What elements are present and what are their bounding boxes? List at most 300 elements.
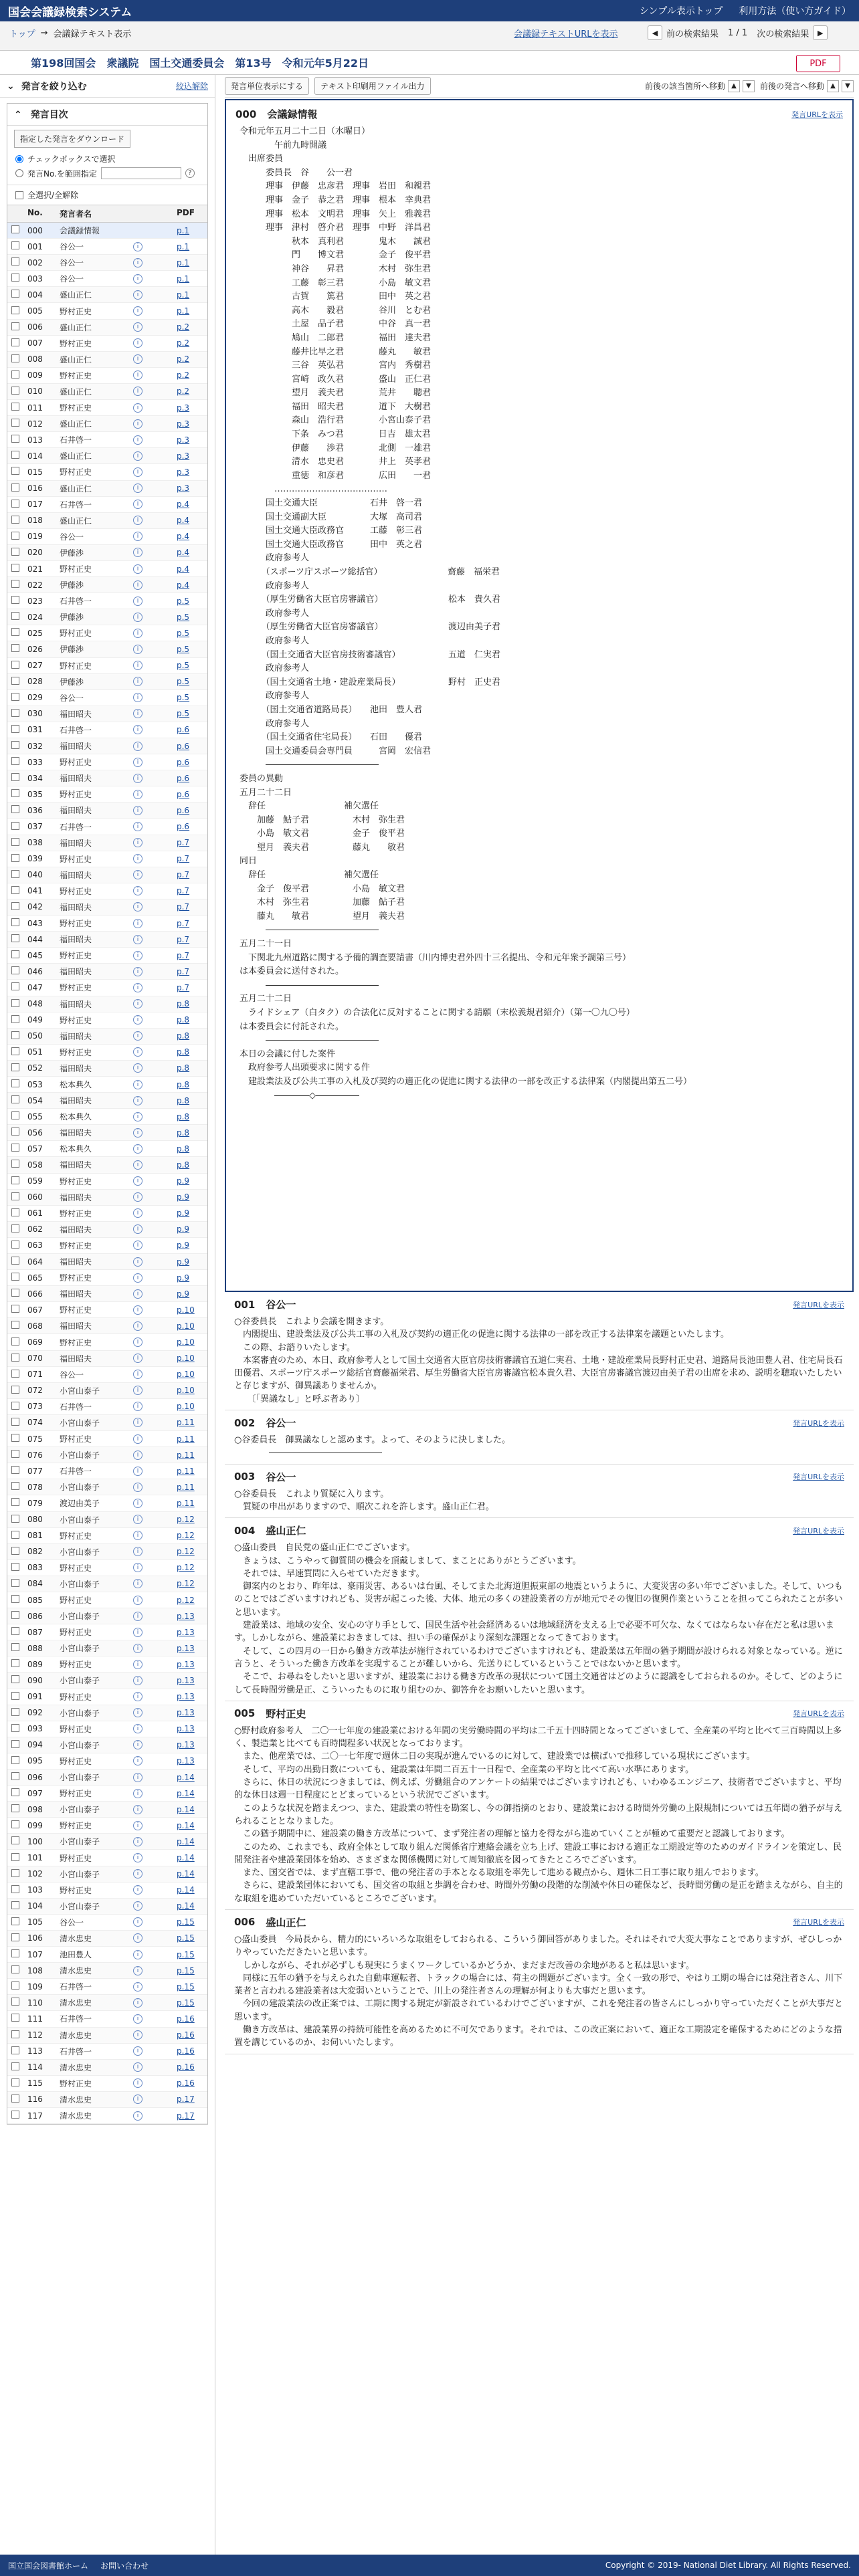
info-icon[interactable]: i (133, 242, 142, 251)
speaker-name[interactable]: 石井啓一 (60, 1467, 92, 1477)
info-icon[interactable]: i (133, 258, 142, 267)
pdf-page-link[interactable]: p.17 (177, 2095, 195, 2105)
row-checkbox[interactable] (11, 1563, 19, 1571)
pdf-page-link[interactable]: p.11 (177, 1418, 195, 1428)
row-checkbox[interactable] (11, 709, 19, 717)
speaker-row[interactable] (7, 851, 207, 867)
speaker-name[interactable]: 石井啓一 (60, 2046, 92, 2056)
pdf-page-link[interactable]: p.1 (177, 257, 190, 267)
speaker-name[interactable]: 石井啓一 (60, 725, 92, 735)
pdf-page-link[interactable]: p.2 (177, 370, 190, 381)
row-checkbox[interactable] (11, 1820, 19, 1828)
info-icon[interactable]: i (133, 1773, 142, 1782)
speaker-name[interactable]: 野村正史 (60, 1176, 92, 1186)
speaker-row[interactable] (7, 1818, 207, 1834)
info-icon[interactable]: i (133, 709, 142, 718)
row-checkbox[interactable] (11, 532, 19, 540)
pdf-page-link[interactable]: p.8 (177, 1144, 190, 1154)
row-checkbox[interactable] (11, 1692, 19, 1700)
row-checkbox[interactable] (11, 1498, 19, 1506)
row-checkbox[interactable] (11, 1063, 19, 1071)
download-button[interactable]: 指定した発言をダウンロード (14, 130, 130, 148)
pdf-page-link[interactable]: p.5 (177, 661, 190, 671)
info-icon[interactable]: i (133, 999, 142, 1008)
speaker-name[interactable]: 野村正史 (60, 1563, 92, 1573)
speaker-row[interactable] (7, 1656, 207, 1673)
info-icon[interactable]: i (133, 1917, 142, 1927)
pdf-page-link[interactable]: p.10 (177, 1321, 195, 1331)
speaker-row[interactable] (7, 320, 207, 336)
row-checkbox[interactable] (11, 564, 19, 572)
speaker-row[interactable] (7, 1802, 207, 1818)
pdf-page-link[interactable]: p.10 (177, 1386, 195, 1396)
info-icon[interactable]: i (133, 1337, 142, 1347)
info-icon[interactable]: i (133, 1289, 142, 1299)
row-checkbox[interactable] (11, 1547, 19, 1555)
info-icon[interactable]: i (133, 774, 142, 783)
row-checkbox[interactable] (11, 950, 19, 958)
info-icon[interactable]: i (133, 1805, 142, 1814)
speaker-row[interactable] (7, 497, 207, 513)
speaker-row[interactable] (7, 1899, 207, 1915)
breadcrumb-home[interactable]: トップ (9, 29, 35, 39)
pdf-page-link[interactable]: p.3 (177, 435, 190, 445)
speaker-row[interactable] (7, 1157, 207, 1173)
info-icon[interactable]: i (133, 2095, 142, 2104)
row-checkbox[interactable] (11, 805, 19, 813)
chevron-up-icon[interactable]: ⌃ (14, 110, 22, 120)
speaker-name[interactable]: 伊藤渉 (60, 613, 84, 623)
speaker-row[interactable] (7, 2060, 207, 2076)
pdf-page-link[interactable]: p.13 (177, 1627, 195, 1637)
pdf-page-link[interactable]: p.11 (177, 1450, 195, 1460)
info-icon[interactable]: i (133, 1160, 142, 1170)
pdf-page-link[interactable]: p.7 (177, 934, 190, 944)
speaker-name[interactable]: 野村正史 (60, 564, 92, 574)
info-icon[interactable]: i (133, 548, 142, 557)
pdf-page-link[interactable]: p.12 (177, 1563, 195, 1573)
info-icon[interactable]: i (133, 1531, 142, 1540)
speaker-row[interactable] (7, 706, 207, 722)
speaker-row[interactable] (7, 271, 207, 287)
row-checkbox[interactable] (11, 1111, 19, 1119)
speaker-row[interactable] (7, 400, 207, 416)
speaker-name[interactable]: 野村正史 (60, 1241, 92, 1251)
row-checkbox[interactable] (11, 257, 19, 265)
radio-checkbox-input[interactable] (15, 155, 23, 163)
row-checkbox[interactable] (11, 1224, 19, 1232)
info-icon[interactable]: i (133, 935, 142, 944)
info-icon[interactable]: i (133, 1208, 142, 1218)
info-icon[interactable]: i (133, 2014, 142, 2024)
info-icon[interactable]: i (133, 403, 142, 413)
info-icon[interactable]: i (133, 2062, 142, 2072)
speech-url-link[interactable]: 発言URLを表示 (793, 1418, 844, 1428)
speaker-row[interactable] (7, 1947, 207, 1963)
info-icon[interactable]: i (133, 1740, 142, 1749)
info-icon[interactable]: i (133, 1257, 142, 1267)
speech-unit-button[interactable]: 発言単位表示にする (225, 77, 309, 95)
row-checkbox[interactable] (11, 1450, 19, 1458)
info-icon[interactable]: i (133, 1370, 142, 1379)
speaker-name[interactable]: 伊藤渉 (60, 580, 84, 591)
speaker-name[interactable]: 小宮山泰子 (60, 1869, 100, 1879)
speaker-row[interactable] (7, 1689, 207, 1705)
speaker-name[interactable]: 福田昭夫 (60, 1192, 92, 1202)
speaker-row[interactable] (7, 996, 207, 1012)
pdf-page-link[interactable]: p.11 (177, 1482, 195, 1492)
pdf-page-link[interactable]: p.6 (177, 725, 190, 735)
pdf-page-link[interactable]: p.2 (177, 387, 190, 397)
info-icon[interactable]: i (133, 1950, 142, 1959)
info-icon[interactable]: i (133, 1192, 142, 1202)
speaker-row[interactable] (7, 1447, 207, 1463)
info-icon[interactable]: i (133, 677, 142, 686)
pdf-page-link[interactable]: p.15 (177, 1917, 195, 1927)
info-icon[interactable]: i (133, 1612, 142, 1621)
contact-link[interactable]: お問い合わせ (100, 2561, 149, 2571)
row-checkbox[interactable] (11, 1386, 19, 1394)
info-icon[interactable]: i (133, 419, 142, 429)
info-icon[interactable]: i (133, 1047, 142, 1057)
pdf-page-link[interactable]: p.5 (177, 596, 190, 606)
filter-title[interactable]: 発言を絞り込む (21, 81, 87, 92)
row-checkbox[interactable] (11, 1337, 19, 1346)
row-checkbox[interactable] (11, 2046, 19, 2054)
pdf-page-link[interactable]: p.4 (177, 580, 190, 590)
speaker-row[interactable] (7, 1141, 207, 1157)
row-checkbox[interactable] (11, 628, 19, 636)
row-checkbox[interactable] (11, 1321, 19, 1329)
speaker-name[interactable]: 盛山正仁 (60, 484, 92, 494)
info-icon[interactable]: i (133, 1789, 142, 1798)
info-icon[interactable]: i (133, 580, 142, 590)
speaker-row[interactable] (7, 932, 207, 948)
prev-result-label[interactable]: 前の検索結果 (666, 29, 719, 39)
row-checkbox[interactable] (11, 870, 19, 878)
pdf-page-link[interactable]: p.13 (177, 1708, 195, 1718)
speaker-row[interactable] (7, 1737, 207, 1753)
row-checkbox[interactable] (11, 789, 19, 797)
info-icon[interactable]: i (133, 500, 142, 509)
speaker-name[interactable]: 石井啓一 (60, 1982, 92, 1992)
row-checkbox[interactable] (11, 1949, 19, 1957)
pdf-page-link[interactable]: p.8 (177, 1047, 190, 1057)
speaker-name[interactable]: 盛山正仁 (60, 387, 92, 397)
pdf-page-link[interactable]: p.10 (177, 1305, 195, 1315)
info-icon[interactable]: i (133, 1628, 142, 1637)
row-checkbox[interactable] (11, 1241, 19, 1249)
speech-url-link[interactable]: 発言URLを表示 (793, 1709, 844, 1719)
speaker-name[interactable]: 小宮山泰子 (60, 1515, 100, 1525)
speaker-name[interactable]: 小宮山泰子 (60, 1676, 100, 1686)
prev-result-icon[interactable]: ◀ (648, 25, 662, 40)
speaker-row[interactable] (7, 625, 207, 641)
info-icon[interactable]: i (133, 484, 142, 493)
speaker-row[interactable] (7, 577, 207, 593)
speaker-row[interactable] (7, 802, 207, 819)
row-checkbox[interactable] (11, 1079, 19, 1087)
range-input[interactable] (101, 167, 181, 179)
speaker-name[interactable]: 清水忠史 (60, 1966, 92, 1976)
info-icon[interactable]: i (133, 1692, 142, 1701)
pdf-page-link[interactable]: p.13 (177, 1611, 195, 1621)
speaker-name[interactable]: 清水忠史 (60, 2095, 92, 2105)
pdf-page-link[interactable]: p.3 (177, 451, 190, 461)
pdf-page-link[interactable]: p.2 (177, 322, 190, 332)
speaker-row[interactable] (7, 1190, 207, 1206)
row-checkbox[interactable] (11, 966, 19, 974)
speaker-name[interactable]: 小宮山泰子 (60, 1547, 100, 1557)
pdf-page-link[interactable]: p.1 (177, 290, 190, 300)
pdf-page-link[interactable]: p.8 (177, 1160, 190, 1170)
app-brand[interactable]: 国会会議録検索システム (8, 5, 132, 19)
info-icon[interactable]: i (133, 1676, 142, 1685)
speaker-name[interactable]: 野村正史 (60, 1273, 92, 1283)
speaker-name[interactable]: 野村正史 (60, 951, 92, 961)
pdf-page-link[interactable]: p.7 (177, 982, 190, 992)
pdf-page-link[interactable]: p.15 (177, 1949, 195, 1959)
pdf-page-link[interactable]: p.12 (177, 1579, 195, 1589)
row-checkbox[interactable] (11, 1466, 19, 1474)
row-checkbox[interactable] (11, 484, 19, 492)
speaker-name[interactable]: 小宮山泰子 (60, 1805, 100, 1815)
speaker-name[interactable]: 福田昭夫 (60, 774, 92, 784)
row-checkbox[interactable] (11, 773, 19, 781)
pdf-page-link[interactable]: p.17 (177, 2111, 195, 2121)
row-checkbox[interactable] (11, 1289, 19, 1297)
speaker-name[interactable]: 福田昭夫 (60, 1096, 92, 1106)
speaker-row[interactable] (7, 948, 207, 964)
pdf-page-link[interactable]: p.14 (177, 1901, 195, 1911)
speaker-row[interactable] (7, 1963, 207, 1979)
speaker-row[interactable] (7, 2092, 207, 2108)
speaker-name[interactable]: 福田昭夫 (60, 1321, 92, 1331)
pdf-page-link[interactable]: p.8 (177, 1095, 190, 1105)
speaker-row[interactable] (7, 464, 207, 480)
speaker-row[interactable] (7, 448, 207, 464)
speaker-name[interactable]: 福田昭夫 (60, 1354, 92, 1364)
speaker-name[interactable]: 渡辺由美子 (60, 1499, 100, 1509)
show-text-url-link[interactable]: 会議録テキストURLを表示 (514, 29, 618, 39)
speaker-row[interactable] (7, 1367, 207, 1383)
speaker-row[interactable] (7, 674, 207, 690)
row-checkbox[interactable] (11, 387, 19, 395)
pdf-page-link[interactable]: p.11 (177, 1466, 195, 1476)
speaker-row[interactable] (7, 835, 207, 851)
info-icon[interactable]: i (133, 2046, 142, 2056)
row-checkbox[interactable] (11, 467, 19, 475)
pdf-page-link[interactable]: p.14 (177, 1836, 195, 1846)
pdf-page-link[interactable]: p.1 (177, 274, 190, 284)
speaker-row[interactable] (7, 916, 207, 932)
speaker-name[interactable]: 盛山正仁 (60, 419, 92, 429)
pdf-page-link[interactable]: p.4 (177, 516, 190, 526)
info-icon[interactable]: i (133, 338, 142, 348)
row-checkbox[interactable] (11, 548, 19, 556)
speaker-name[interactable]: 野村正史 (60, 1208, 92, 1218)
pdf-page-link[interactable]: p.13 (177, 1724, 195, 1734)
speaker-row[interactable] (7, 1238, 207, 1254)
info-icon[interactable]: i (133, 1515, 142, 1524)
row-checkbox[interactable] (11, 1933, 19, 1941)
speaker-name[interactable]: 清水忠史 (60, 2062, 92, 2072)
speaker-name[interactable]: 谷公一 (60, 1917, 84, 1927)
speaker-name[interactable]: 谷公一 (60, 1370, 84, 1380)
speaker-name[interactable]: 福田昭夫 (60, 742, 92, 752)
chevron-down-icon[interactable]: ⌄ (7, 80, 15, 92)
pdf-page-link[interactable]: p.8 (177, 1063, 190, 1073)
speaker-name[interactable]: 野村正史 (60, 2078, 92, 2088)
speaker-row[interactable] (7, 738, 207, 754)
pdf-page-link[interactable]: p.6 (177, 757, 190, 767)
pdf-page-link[interactable]: p.12 (177, 1595, 195, 1605)
row-checkbox[interactable] (11, 403, 19, 411)
speaker-row[interactable] (7, 1270, 207, 1286)
speaker-name[interactable]: 石井啓一 (60, 500, 92, 510)
row-checkbox[interactable] (11, 1611, 19, 1619)
info-icon[interactable]: i (133, 1418, 142, 1427)
row-checkbox[interactable] (11, 1788, 19, 1796)
speaker-name[interactable]: 谷公一 (60, 242, 84, 252)
speaker-row[interactable] (7, 658, 207, 674)
speaker-row[interactable] (7, 1915, 207, 1931)
info-icon[interactable]: i (133, 1708, 142, 1717)
info-icon[interactable]: i (133, 1080, 142, 1089)
speaker-name[interactable]: 野村正史 (60, 1047, 92, 1057)
row-checkbox[interactable] (11, 1482, 19, 1490)
info-icon[interactable]: i (133, 435, 142, 445)
row-checkbox[interactable] (11, 338, 19, 346)
pdf-page-link[interactable]: p.7 (177, 966, 190, 976)
pdf-button[interactable]: PDF (796, 55, 840, 72)
info-icon[interactable]: i (133, 1063, 142, 1073)
info-icon[interactable]: i (133, 1869, 142, 1879)
pdf-page-link[interactable]: p.5 (177, 677, 190, 687)
speaker-row[interactable] (7, 1769, 207, 1786)
speaker-name[interactable]: 野村正史 (60, 338, 92, 348)
info-icon[interactable]: i (133, 1434, 142, 1444)
info-icon[interactable]: i (133, 564, 142, 574)
info-icon[interactable]: i (133, 2078, 142, 2088)
speaker-row[interactable] (7, 1334, 207, 1350)
info-icon[interactable]: i (133, 451, 142, 461)
speaker-name[interactable]: 盛山正仁 (60, 451, 92, 461)
row-checkbox[interactable] (11, 1176, 19, 1184)
speaker-row[interactable] (7, 1850, 207, 1866)
pdf-page-link[interactable]: p.6 (177, 741, 190, 751)
info-icon[interactable]: i (133, 1144, 142, 1154)
pdf-page-link[interactable]: p.16 (177, 2014, 195, 2024)
row-checkbox[interactable] (11, 693, 19, 701)
pdf-page-link[interactable]: p.13 (177, 1659, 195, 1669)
speaker-row[interactable] (7, 1415, 207, 1431)
speaker-row[interactable] (7, 513, 207, 529)
speaker-name[interactable]: 石井啓一 (60, 435, 92, 445)
pdf-page-link[interactable]: p.6 (177, 773, 190, 783)
speaker-row[interactable] (7, 1512, 207, 1528)
up-arrow-icon[interactable]: ▲ (827, 80, 839, 92)
info-icon[interactable]: i (133, 1596, 142, 1605)
row-checkbox[interactable] (11, 1740, 19, 1748)
row-checkbox[interactable] (11, 822, 19, 830)
speaker-row[interactable] (7, 2044, 207, 2060)
speech-url-link[interactable]: 発言URLを表示 (793, 1918, 844, 1927)
row-checkbox[interactable] (11, 322, 19, 330)
row-checkbox[interactable] (11, 902, 19, 910)
row-checkbox[interactable] (11, 1418, 19, 1426)
pdf-page-link[interactable]: p.1 (177, 241, 190, 251)
next-result-icon[interactable]: ▶ (813, 25, 828, 40)
info-icon[interactable]: i (133, 645, 142, 654)
pdf-page-link[interactable]: p.1 (177, 225, 190, 235)
speaker-row[interactable] (7, 1383, 207, 1399)
row-checkbox[interactable] (11, 1015, 19, 1023)
row-checkbox[interactable] (11, 306, 19, 314)
speech-url-link[interactable]: 発言URLを表示 (791, 110, 843, 119)
speaker-row[interactable] (7, 432, 207, 448)
speaker-name[interactable]: 野村正史 (60, 629, 92, 639)
info-icon[interactable]: i (133, 2111, 142, 2121)
row-checkbox[interactable] (11, 1836, 19, 1844)
row-checkbox[interactable] (11, 1257, 19, 1265)
speaker-row[interactable] (7, 1077, 207, 1093)
pdf-page-link[interactable]: p.15 (177, 1933, 195, 1943)
speaker-name[interactable]: 野村正史 (60, 1015, 92, 1025)
pdf-page-link[interactable]: p.8 (177, 1079, 190, 1089)
info-icon[interactable]: i (133, 1724, 142, 1733)
row-checkbox[interactable] (11, 1515, 19, 1523)
speaker-name[interactable]: 小宮山泰子 (60, 1579, 100, 1589)
info-icon[interactable]: i (133, 613, 142, 622)
radio-checkbox-select[interactable] (7, 152, 207, 166)
info-icon[interactable]: i (133, 1015, 142, 1025)
speaker-name[interactable]: 松本典久 (60, 1112, 92, 1122)
info-icon[interactable]: i (133, 902, 142, 911)
speaker-row[interactable] (7, 770, 207, 786)
pdf-page-link[interactable]: p.9 (177, 1176, 190, 1186)
pdf-page-link[interactable]: p.10 (177, 1337, 195, 1348)
speaker-name[interactable]: 伊藤渉 (60, 645, 84, 655)
info-icon[interactable]: i (133, 1756, 142, 1765)
speaker-row[interactable] (7, 1576, 207, 1592)
row-checkbox[interactable] (11, 1804, 19, 1812)
pdf-page-link[interactable]: p.10 (177, 1402, 195, 1412)
speaker-name[interactable]: 小宮山泰子 (60, 1451, 100, 1461)
speaker-row[interactable] (7, 1705, 207, 1721)
row-checkbox[interactable] (11, 500, 19, 508)
info-icon[interactable]: i (133, 1644, 142, 1653)
speaker-name[interactable]: 野村正史 (60, 661, 92, 671)
speaker-name[interactable]: 福田昭夫 (60, 709, 92, 719)
speaker-name[interactable]: 福田昭夫 (60, 1289, 92, 1299)
speaker-row[interactable] (7, 1834, 207, 1850)
speaker-name[interactable]: 伊藤渉 (60, 677, 84, 687)
row-checkbox[interactable] (11, 1144, 19, 1152)
info-icon[interactable]: i (133, 1467, 142, 1476)
info-icon[interactable]: i (133, 354, 142, 364)
speaker-row[interactable] (7, 2108, 207, 2124)
speaker-row[interactable] (7, 1931, 207, 1947)
row-checkbox[interactable] (11, 1869, 19, 1877)
pdf-page-link[interactable]: p.5 (177, 612, 190, 622)
row-checkbox[interactable] (11, 854, 19, 862)
row-checkbox[interactable] (11, 1965, 19, 1973)
info-icon[interactable]: i (133, 629, 142, 638)
speaker-name[interactable]: 野村正史 (60, 1531, 92, 1541)
speaker-row[interactable] (7, 303, 207, 319)
speaker-name[interactable]: 小宮山泰子 (60, 1837, 100, 1847)
